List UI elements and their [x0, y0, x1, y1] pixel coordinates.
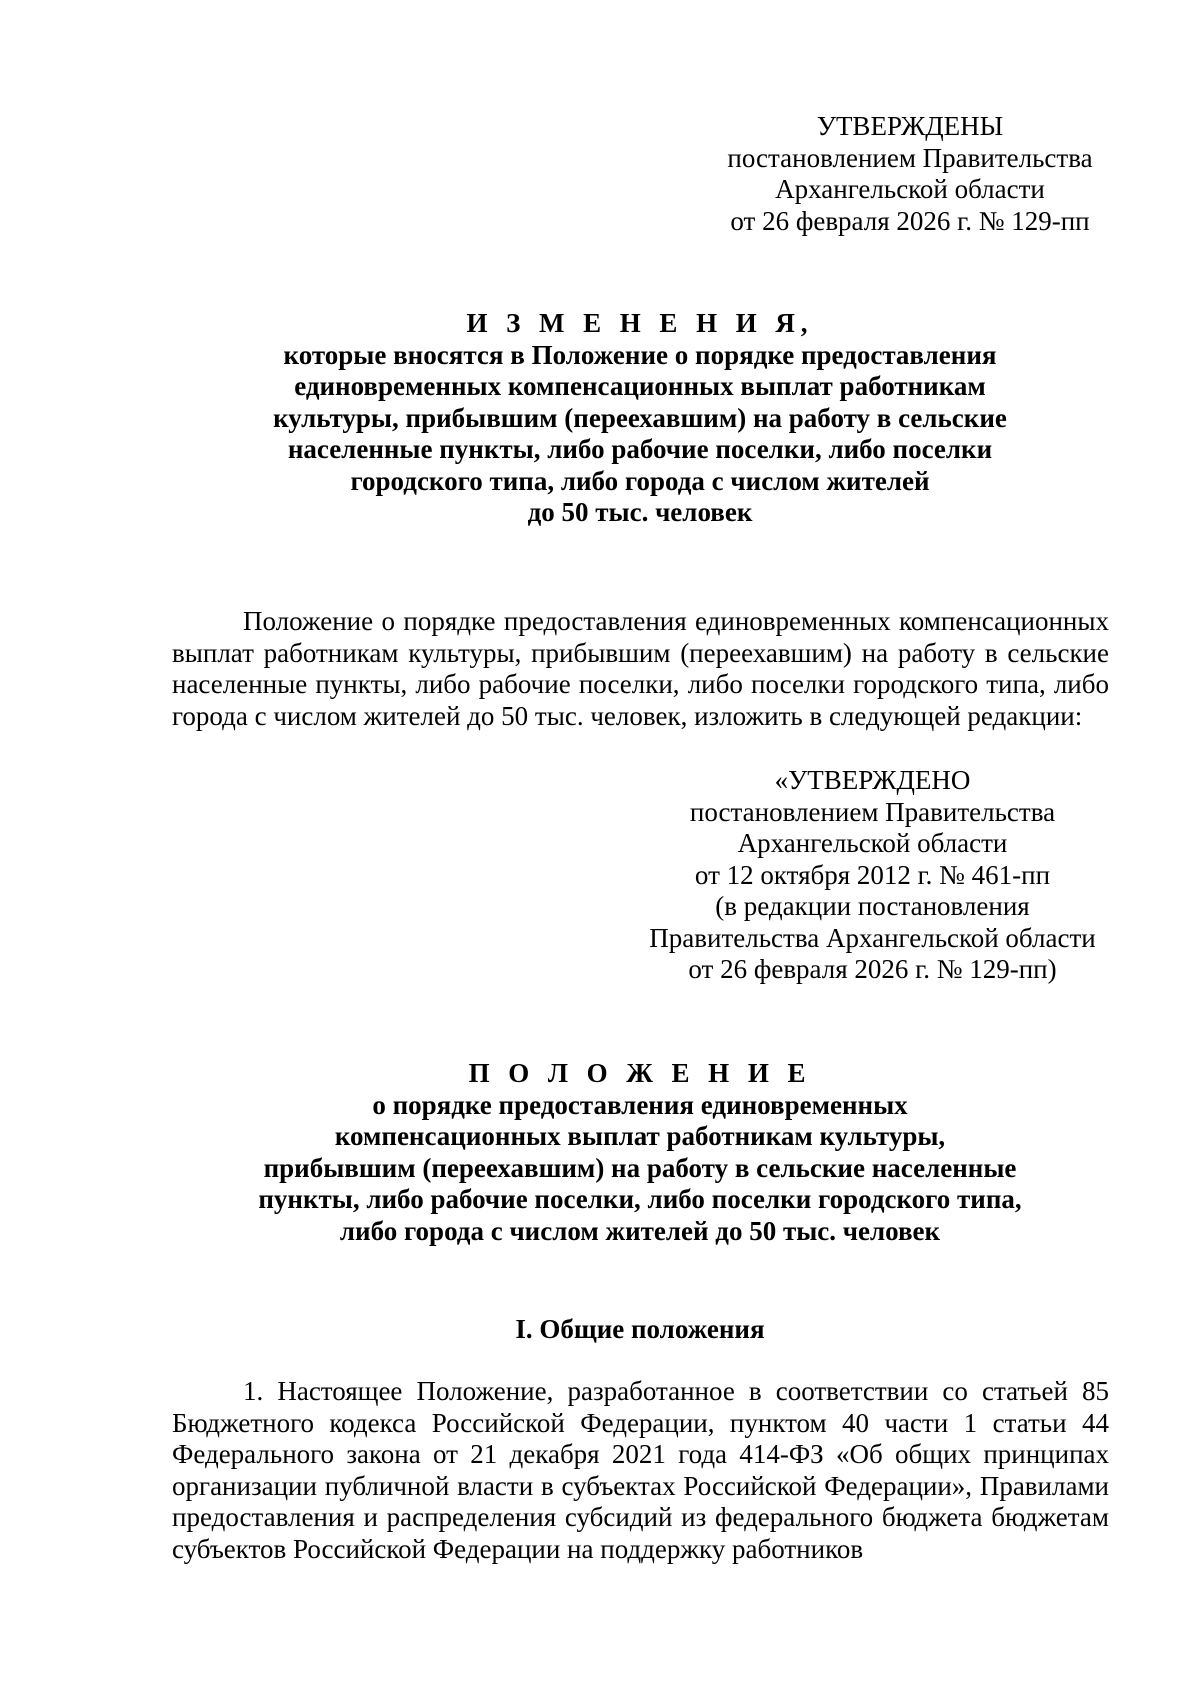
inner-approval-stamp — [600, 765, 1145, 986]
changes-title: И З М Е Н Е Н И Я, — [466, 308, 814, 338]
inner-stamp-line: Правительства Архангельской области — [649, 922, 1096, 953]
regulation-subtitle-line: компенсационных выплат работникам культуры, — [334, 1121, 946, 1151]
inner-stamp-line: от 12 октября 2012 г. № 461-пп — [694, 859, 1051, 890]
regulation-subtitle-line: о порядке предоставления единовременных — [372, 1089, 908, 1120]
regulation-subtitle-line: либо города с числом жителей до 50 тыс. человек — [339, 1215, 941, 1246]
approval-stamp-line: от 26 февраля 2026 г. № 129-пп — [730, 205, 1090, 236]
regulation-subtitle-line: пункты, либо рабочие поселки, либо поселки городского типа, — [258, 1184, 1022, 1214]
section-title: I. Общие положения — [515, 1314, 765, 1344]
inner-stamp-line: «УТВЕРЖДЕНО — [774, 765, 971, 795]
changes-subtitle-line: которые вносятся в Положение о порядке предоставления — [283, 339, 997, 370]
changes-subtitle-line: городского типа, либо города с числом жителей — [350, 465, 930, 496]
approval-stamp-line: постановлением Правительства — [727, 142, 1093, 173]
approval-stamp — [700, 111, 1120, 237]
changes-subtitle-line: до 50 тыс. человек — [527, 497, 753, 527]
regulation-subtitle-line: прибывшим (переехавшим) на работу в сельские населенные — [263, 1152, 1017, 1183]
changes-subtitle-line: культуры, прибывшим (переехавшим) на работу в сельские — [273, 402, 1007, 433]
regulation-heading — [0, 1058, 1200, 1247]
inner-stamp-line: Архангельской области — [737, 828, 1008, 858]
approval-stamp-line: УТВЕРЖДЕНЫ — [816, 111, 1004, 141]
section-paragraph: 1. Настоящее Положение, разработанное в соответствии со статьей 85 Бюджетного кодекса Российской Федерации, пунктом 40 части 1 статьи 44 Федерального закона от 21 декабря 2021 года 414-ФЗ «Об общих принципах организации публичной власти в субъектах Российской Федерации», Правилами предоставления и распределения субсидий из федерального бюджета бюджетам субъектов Российской Федерации на поддержку работников — [172, 1376, 1109, 1564]
intro-paragraph: Положение о порядке предоставления единовременных компенсационных выплат работникам культуры, прибывшим (переехавшим) на работу в сельские населенные пункты, либо рабочие поселки, либо поселки городского типа, либо города с числом жителей до 50 тыс. человек, изложить в следующей редакции: — [172, 606, 1109, 731]
inner-stamp-line: от 26 февраля 2026 г. № 129-пп) — [688, 954, 1057, 984]
inner-stamp-line: постановлением Правительства — [689, 796, 1056, 827]
inner-stamp-line: (в редакции постановления — [715, 891, 1030, 921]
regulation-title: П О Л О Ж Е Н И Е — [468, 1058, 812, 1088]
changes-subtitle-line: населенные пункты, либо рабочие поселки, либо поселки — [287, 434, 993, 464]
approval-stamp-line: Архангельской области — [775, 174, 1045, 204]
changes-heading — [0, 308, 1200, 529]
changes-subtitle-line: единовременных компенсационных выплат работникам — [294, 371, 986, 401]
